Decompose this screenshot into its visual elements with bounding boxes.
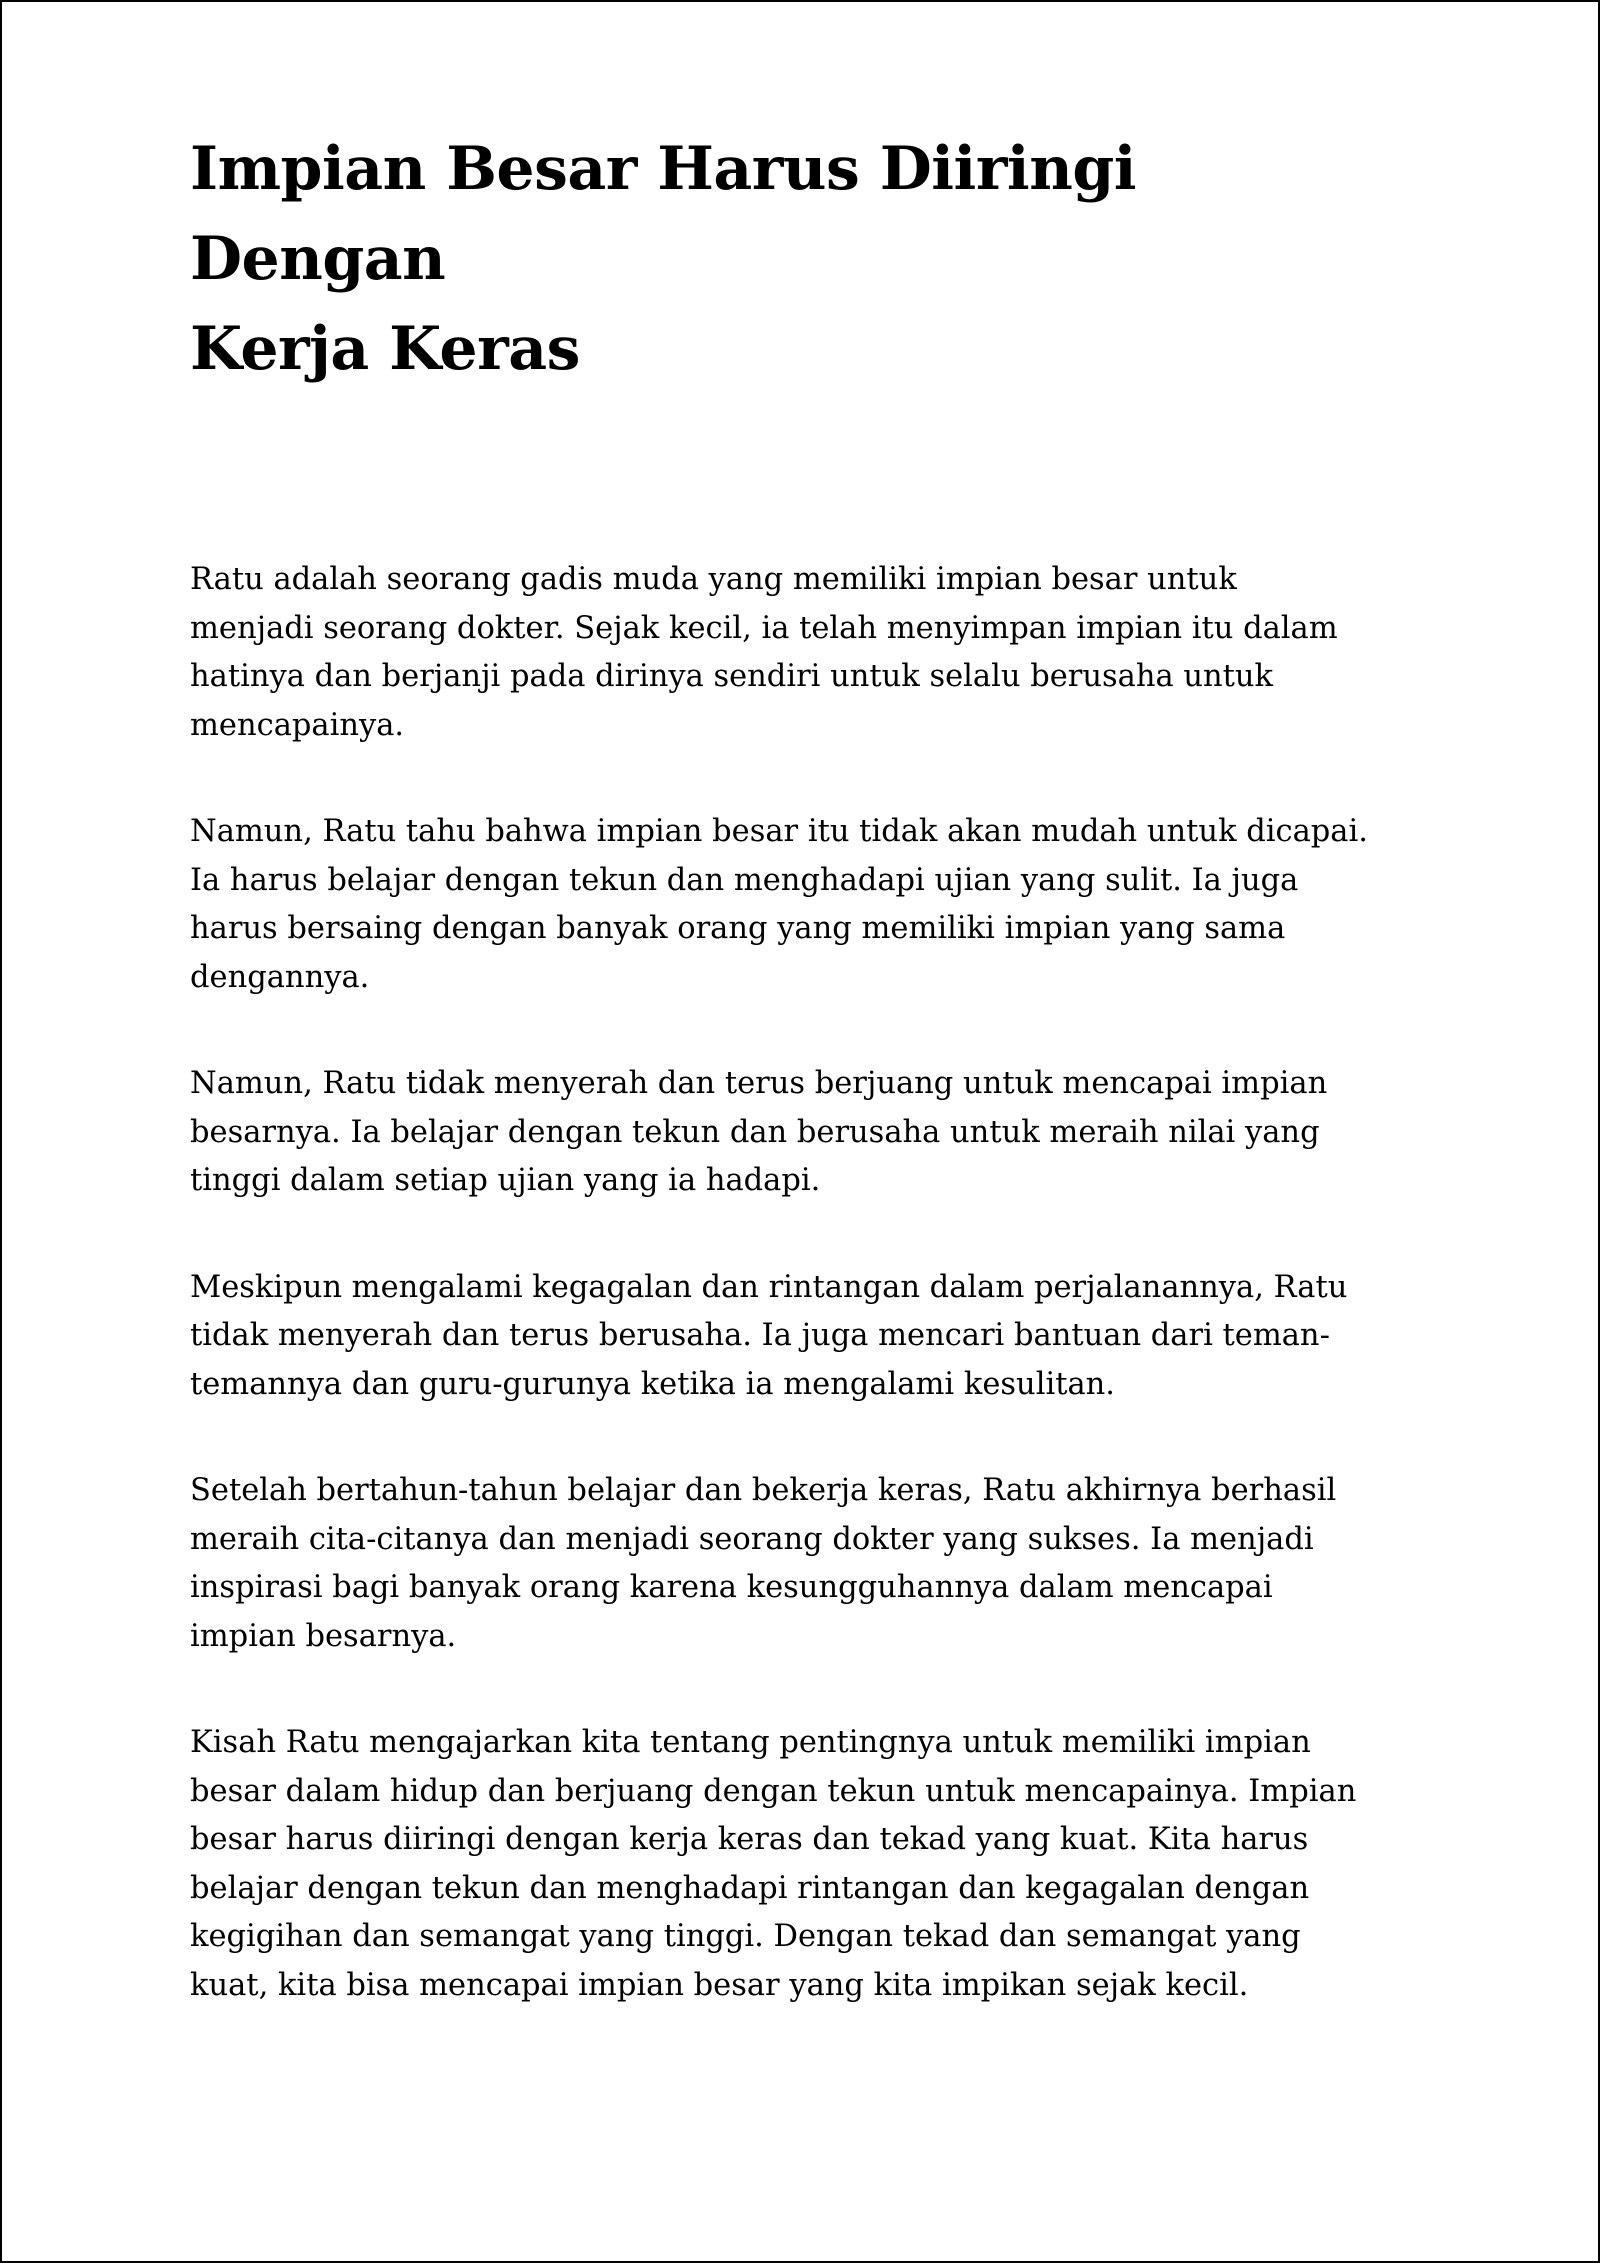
document-title: Impian Besar Harus Diiringi Dengan Kerja Keras — [190, 134, 1137, 384]
paragraph-2: Namun, Ratu tahu bahwa impian besar itu tidak akan mudah untuk dicapai. Ia harus belajar dengan tekun dan menghadapi ujian yang sulit. Ia juga harus bersaing dengan banyak orang yang memiliki impian yang sama dengannya. — [190, 814, 1368, 995]
document-body — [190, 556, 1442, 2010]
paragraph-1: Ratu adalah seorang gadis muda yang memiliki impian besar untuk menjadi seorang dokter. Sejak kecil, ia telah menyimpan impian itu dalam hatinya dan berjanji pada dirinya sendiri untuk selalu berusaha untuk mencapainya. — [190, 562, 1338, 743]
paragraph-3: Namun, Ratu tidak menyerah dan terus berjuang untuk mencapai impian besarnya. Ia belajar dengan tekun dan berusaha untuk meraih nilai yang tinggi dalam setiap ujian yang ia hadapi. — [190, 1066, 1328, 1198]
paragraph-4: Meskipun mengalami kegagalan dan rintangan dalam perjalanannya, Ratu tidak menyerah dan terus berusaha. Ia juga mencari bantuan dari teman- temannya dan guru-gurunya ketika ia mengalami kesulitan. — [190, 1269, 1348, 1402]
paragraph-5: Setelah bertahun-tahun belajar dan bekerja keras, Ratu akhirnya berhasil meraih cita-citanya dan menjadi seorang dokter yang sukses. Ia menjadi inspirasi bagi banyak orang karena kesungguhannya dalam mencapai impian besarnya. — [190, 1473, 1337, 1654]
paragraph-6: Kisah Ratu mengajarkan kita tentang pentingnya untuk memiliki impian besar dalam hidup dan berjuang dengan tekun untuk mencapainya. Impian besar harus diiringi dengan kerja keras dan tekad yang kuat. Kita harus belajar dengan tekun dan menghadapi rintangan dan kegagalan dengan kegigihan dan semangat yang tinggi. Dengan tekad dan semangat yang kuat, kita bisa mencapai impian besar yang kita impikan sejak kecil. — [190, 1725, 1357, 2003]
